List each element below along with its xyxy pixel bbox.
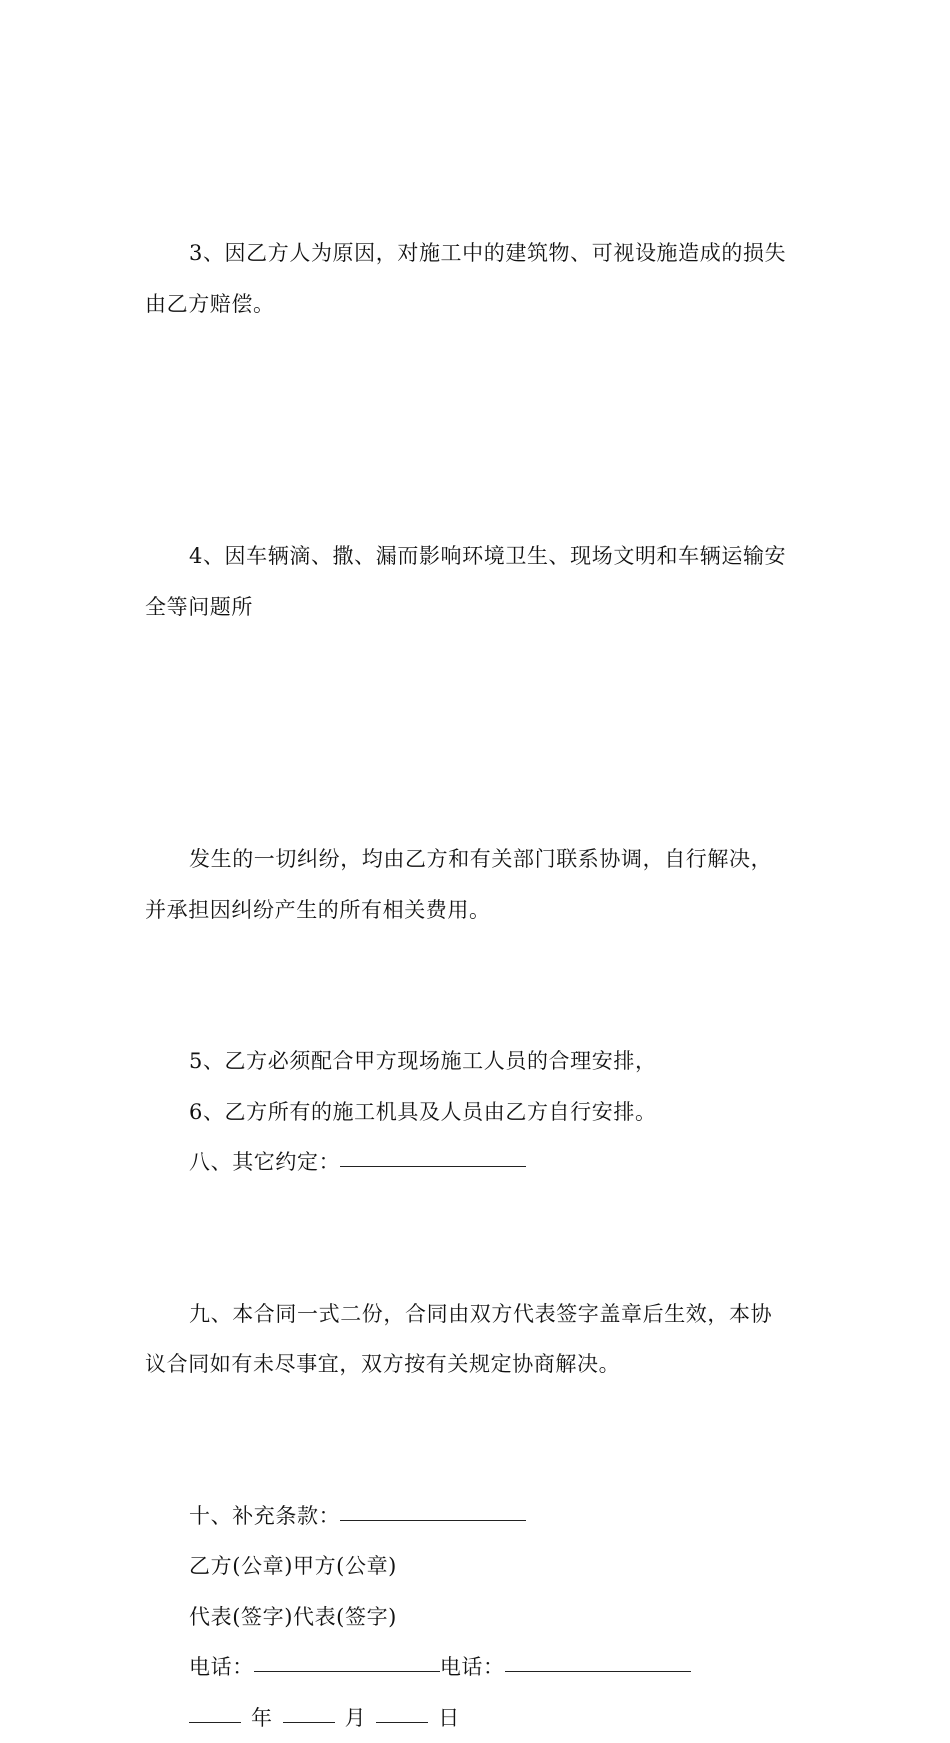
clause-4-continued-line-2: 并承担因纠纷产生的所有相关费用。 bbox=[101, 885, 810, 936]
date-line bbox=[145, 1693, 810, 1743]
phone-line bbox=[145, 1642, 810, 1693]
clause-3-line-1: 3、因乙方人为原因，对施工中的建筑物、可视设施造成的损失 bbox=[145, 228, 810, 279]
phone-label-1: 电话： bbox=[189, 1655, 254, 1679]
other-agreements-blank[interactable] bbox=[340, 1165, 526, 1167]
month-label: 月 bbox=[345, 1706, 367, 1730]
clause-5: 5、乙方必须配合甲方现场施工人员的合理安排， bbox=[145, 1036, 810, 1087]
day-blank[interactable] bbox=[376, 1721, 428, 1723]
section-9 bbox=[145, 1188, 810, 1491]
year-blank[interactable] bbox=[189, 1721, 241, 1723]
section-10-supplementary bbox=[145, 1491, 810, 1542]
phone-label-2: 电话： bbox=[440, 1655, 505, 1679]
section-8-other-agreements bbox=[145, 1137, 810, 1188]
clause-4-continued-line-1: 发生的一切纠纷，均由乙方和有关部门联系协调，自行解决， bbox=[145, 834, 810, 885]
section-10-label: 十、补充条款： bbox=[189, 1504, 340, 1528]
document-body bbox=[145, 127, 810, 1743]
phone-blank-2[interactable] bbox=[505, 1670, 691, 1672]
section-9-line-1: 九、本合同一式二份，合同由双方代表签字盖章后生效，本协 bbox=[145, 1289, 810, 1340]
section-8-label: 八、其它约定： bbox=[189, 1150, 340, 1174]
clause-6: 6、乙方所有的施工机具及人员由乙方自行安排。 bbox=[145, 1087, 810, 1138]
section-9-line-2: 议合同如有未尽事宜，双方按有关规定协商解决。 bbox=[101, 1339, 810, 1390]
phone-blank-1[interactable] bbox=[254, 1670, 440, 1672]
month-blank[interactable] bbox=[283, 1721, 335, 1723]
clause-3 bbox=[145, 127, 810, 430]
clause-4-line-2: 全等问题所 bbox=[101, 582, 810, 633]
supplementary-terms-blank[interactable] bbox=[340, 1519, 526, 1521]
day-label: 日 bbox=[438, 1706, 460, 1730]
seal-line: 乙方(公章)甲方(公章) bbox=[145, 1541, 810, 1592]
signature-line: 代表(签字)代表(签字) bbox=[145, 1592, 810, 1643]
clause-3-line-2: 由乙方赔偿。 bbox=[101, 279, 810, 330]
year-label: 年 bbox=[251, 1706, 273, 1730]
clause-4-line-1: 4、因车辆滴、撒、漏而影响环境卫生、现场文明和车辆运输安 bbox=[145, 531, 810, 582]
clause-4 bbox=[145, 430, 810, 733]
clause-4-continued bbox=[145, 733, 810, 1036]
